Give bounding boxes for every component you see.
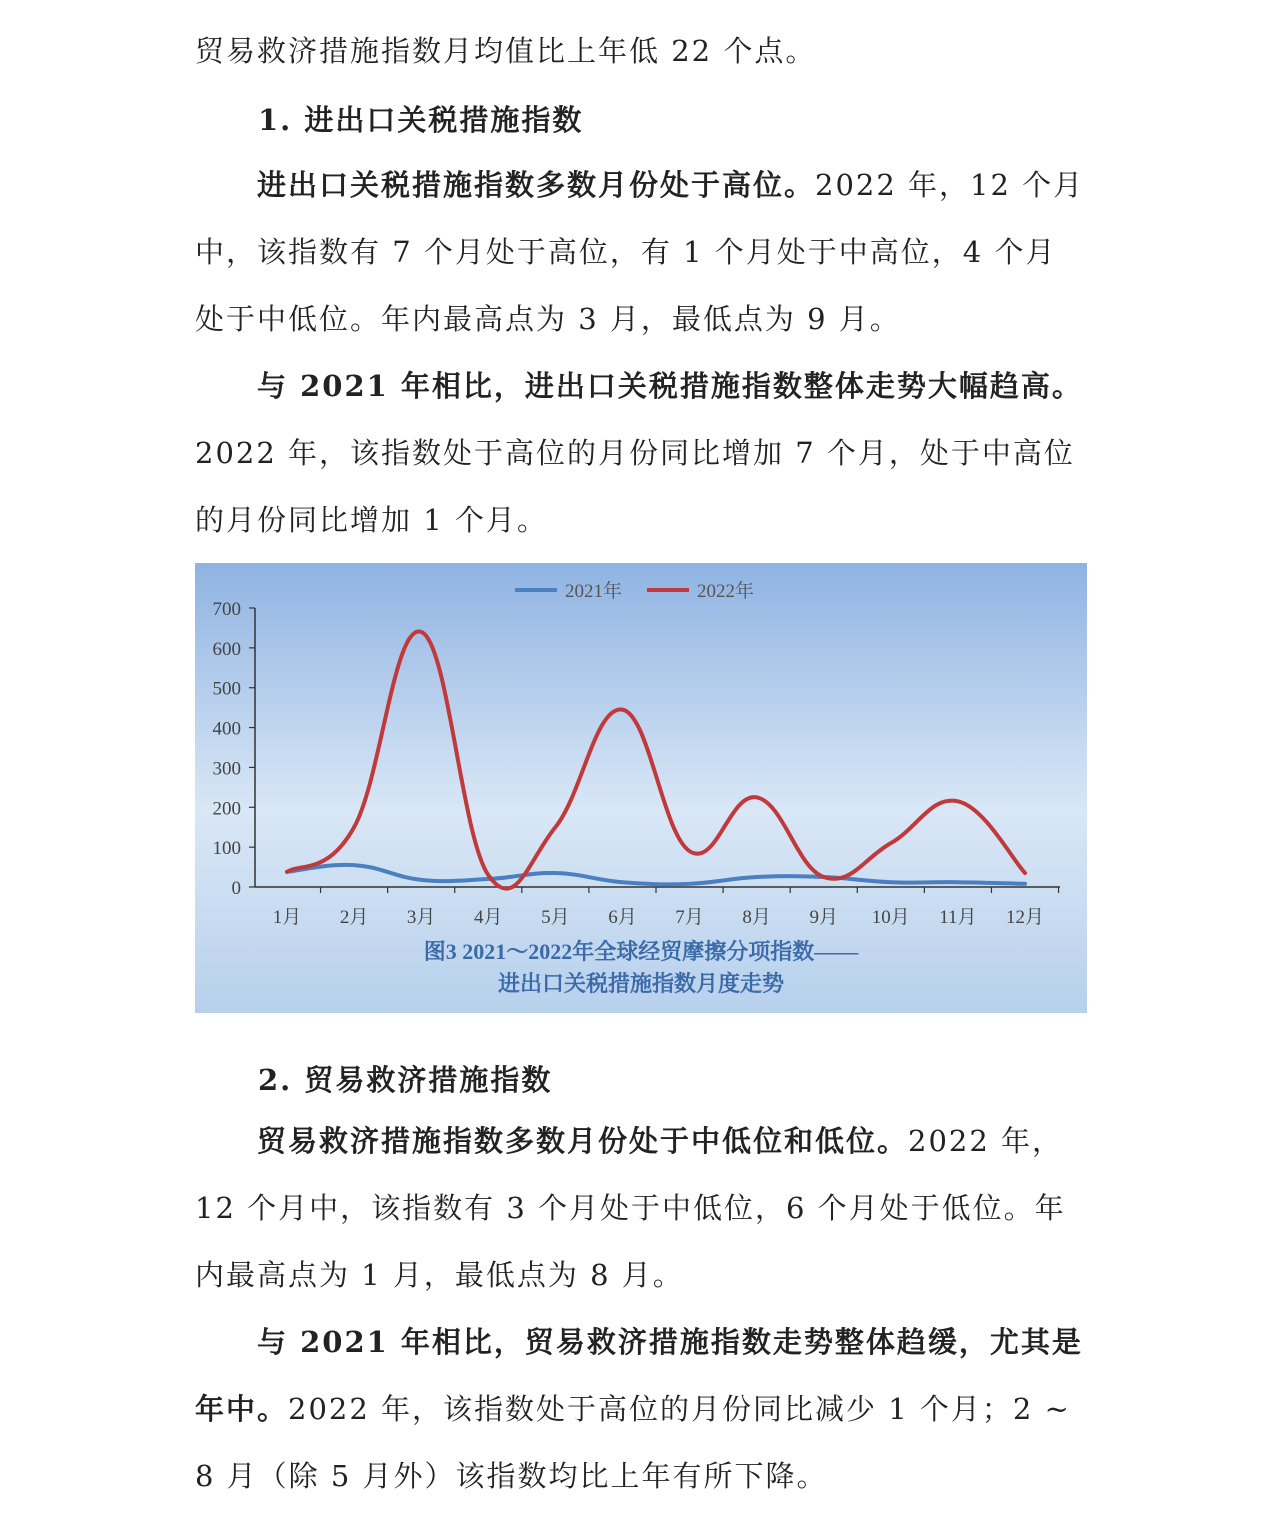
y-tick-label: 100 [212, 838, 241, 860]
section-heading-remedy: 2. 贸易救济措施指数 [258, 1063, 553, 1097]
paragraph-tariff-comparison [195, 353, 1087, 554]
paragraph-text: 2022 年，该指数处于高位的月份同比减少 1 个月；2 ~ 8 月（除 5 月外）该指数均比上年有所下降。 [195, 1392, 1071, 1493]
chart-title-line1: 图3 2021～2022年全球经贸摩擦分项指数—— [423, 939, 859, 964]
y-tick-label: 0 [231, 878, 241, 899]
x-tick-label: 12月 [1005, 907, 1045, 928]
x-tick-label: 2月 [339, 907, 369, 928]
y-tick-label: 600 [212, 638, 241, 660]
y-tick-label: 500 [212, 678, 241, 700]
paragraph-text: 2022 年，12 个月中，该指数有 3 个月处于中低位，6 个月处于低位。年内最高点为 1 月，最低点为 8 月。 [195, 1124, 1066, 1292]
x-tick-label: 9月 [809, 907, 838, 928]
chart-title-line2: 进出口关税措施指数月度走势 [497, 971, 785, 996]
x-tick-label: 8月 [742, 907, 771, 928]
y-tick-label: 200 [212, 798, 241, 820]
line-chart [195, 563, 1087, 1013]
x-tick-label: 4月 [474, 907, 503, 928]
paragraph-text: 2022 年，该指数处于高位的月份同比增加 7 个月，处于中高位的月份同比增加 1 个月。 [195, 436, 1075, 537]
paragraph-remedy-comparison [195, 1309, 1087, 1510]
x-tick-label: 7月 [675, 907, 704, 928]
paragraph-intro: 贸易救济措施指数月均值比上年低 22 个点。 [195, 34, 817, 68]
legend-label-2021: 2021年 [565, 581, 623, 602]
paragraph-tariff-summary [195, 152, 1087, 353]
x-tick-label: 10月 [871, 907, 910, 928]
paragraph-lead: 与 2021 年相比，进出口关税措施指数整体走势大幅趋高。 [257, 369, 1083, 403]
paragraph-remedy-summary [195, 1108, 1087, 1309]
y-tick-label: 700 [212, 599, 241, 620]
paragraph-lead: 贸易救济措施指数多数月份处于中低位和低位。 [257, 1124, 909, 1158]
chart-figure [195, 563, 1087, 1013]
legend-label-2022: 2022年 [697, 581, 755, 602]
y-tick-label: 400 [212, 718, 241, 740]
x-tick-label: 3月 [406, 907, 436, 928]
paragraph-text: 2022 年，12 个月中，该指数有 7 个月处于高位，有 1 个月处于中高位，4 个月处于中低位。年内最高点为 3 月，最低点为 9 月。 [195, 168, 1085, 336]
paragraph-lead: 与 2021 年相比，贸易救济措施指数走势整体趋缓，尤其是年中。 [195, 1325, 1083, 1426]
x-tick-label: 11月 [939, 907, 977, 928]
x-tick-label: 6月 [608, 907, 637, 928]
x-tick-label: 5月 [541, 907, 570, 928]
section-heading-tariff: 1. 进出口关税措施指数 [258, 103, 584, 137]
paragraph-lead: 进出口关税措施指数多数月份处于高位。 [257, 168, 816, 202]
y-tick-label: 300 [212, 758, 241, 780]
x-tick-label: 1月 [272, 907, 302, 928]
